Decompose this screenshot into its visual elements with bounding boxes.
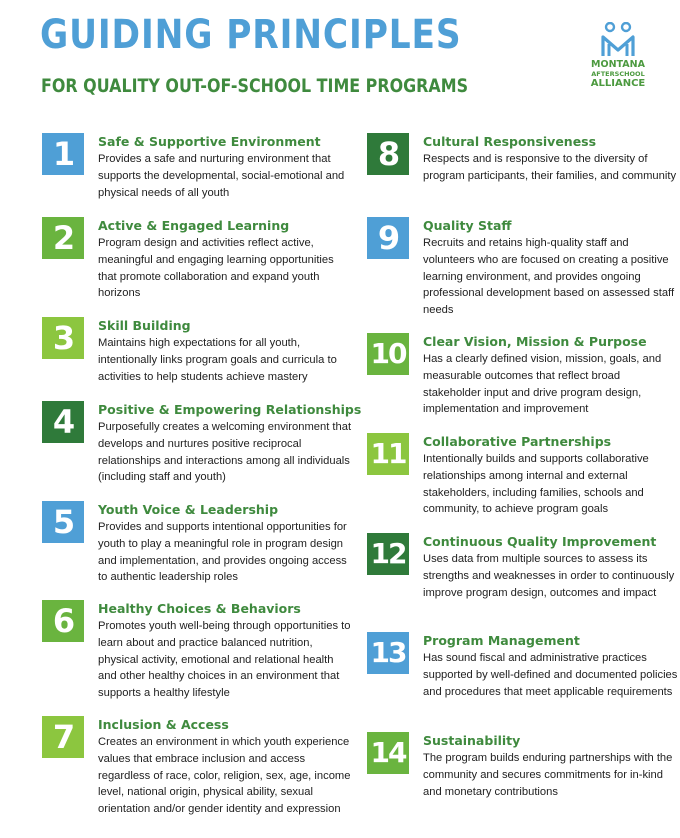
- principle-title: Sustainability: [423, 733, 521, 748]
- principle-description: Has sound fiscal and administrative practices supported by well-defined and documented policies and procedures that meet applicable requirements: [423, 652, 678, 698]
- principle-number-badge: 4: [42, 401, 84, 443]
- principle-number-badge: 1: [42, 133, 84, 175]
- page-title: GUIDING PRINCIPLES: [40, 12, 462, 58]
- montana-afterschool-alliance-logo: [568, 22, 668, 89]
- principle-title: Skill Building: [98, 318, 191, 333]
- principle-title: Positive & Empowering Relationships: [98, 402, 362, 417]
- logo-text-alliance: ALLIANCE: [590, 78, 646, 89]
- principle-title: Inclusion & Access: [98, 717, 229, 732]
- logo-text-afterschool: AFTERSCHOOL: [591, 70, 645, 78]
- principle-title: Healthy Choices & Behaviors: [98, 601, 301, 616]
- principle-description: Uses data from multiple sources to assess its strengths and weaknesses in order to continuously improve program design, outcomes and impact: [423, 553, 675, 599]
- principle-description: Provides and supports intentional opportunities for youth to play a meaningful role in program design and implementation, and provides ongoing access to authentic leadership roles: [98, 521, 347, 584]
- principle-description: Creates an environment in which youth experience values that embrace inclusion and access regardless of race, color, religion, sex, age, income level, national origin, physical ability, sexual orientation and/or gender identity and expression: [98, 736, 351, 816]
- principle-title: Cultural Responsiveness: [423, 134, 597, 149]
- principle-description: Purposefully creates a welcoming environment that develops and nurtures positive reciprocal relationships and interactions among all individuals (including staff and youth): [98, 421, 352, 484]
- principle-title: Program Management: [423, 633, 580, 648]
- principle-number-badge: 14: [367, 732, 409, 774]
- page-subtitle: FOR QUALITY OUT-OF-SCHOOL TIME PROGRAMS: [41, 76, 469, 97]
- principle-title: Youth Voice & Leadership: [98, 502, 279, 517]
- principle-title: Collaborative Partnerships: [423, 434, 612, 449]
- principle-description: Respects and is responsive to the diversity of program participants, their families, and community: [423, 153, 677, 182]
- two-people-logo-icon: [598, 22, 638, 58]
- principle-number-badge: 9: [367, 217, 409, 259]
- logo-text-montana: MONTANA: [591, 59, 645, 70]
- principle-number-badge: 10: [367, 333, 409, 375]
- principle-title: Continuous Quality Improvement: [423, 534, 657, 549]
- principle-number-badge: 11: [367, 433, 409, 475]
- principle-title: Safe & Supportive Environment: [98, 134, 321, 149]
- principle-description: Has a clearly defined vision, mission, goals, and measurable outcomes that reflect broad stakeholder input and drive program design, implementation and improvement: [423, 353, 662, 416]
- principle-number-badge: 2: [42, 217, 84, 259]
- principle-description: Provides a safe and nurturing environment that supports the developmental, social-emotional and physical needs of all youth: [98, 153, 345, 199]
- principle-description: Intentionally builds and supports collaborative relationships among internal and external stakeholders, including families, schools and community, to achieve program goals: [423, 453, 649, 516]
- principle-description: Promotes youth well-being through opportunities to learn about and practice balanced nutrition, physical activity, emotional and relational health and other healthy choices in an environment that supports a healthy lifestyle: [98, 620, 351, 700]
- principle-number-badge: 6: [42, 600, 84, 642]
- principle-title: Active & Engaged Learning: [98, 218, 290, 233]
- principle-title: Quality Staff: [423, 218, 512, 233]
- principle-description: The program builds enduring partnerships with the community and secures commitments for in-kind and monetary contributions: [423, 752, 673, 798]
- principle-number-badge: 3: [42, 317, 84, 359]
- principle-number-badge: 7: [42, 716, 84, 758]
- principle-number-badge: 13: [367, 632, 409, 674]
- principle-number-badge: 8: [367, 133, 409, 175]
- principle-number-badge: 5: [42, 501, 84, 543]
- principle-description: Program design and activities reflect active, meaningful and engaging learning opportunities that promote collaboration and expand youth horizons: [98, 237, 334, 300]
- principle-description: Maintains high expectations for all youth, intentionally links program goals and curricula to activities to help students achieve mastery: [98, 337, 337, 383]
- principle-description: Recruits and retains high-quality staff and volunteers who are focused on creating a positive learning environment, and provides ongoing professional development based on assessed staff needs: [423, 237, 675, 317]
- principle-number-badge: 12: [367, 533, 409, 575]
- principle-title: Clear Vision, Mission & Purpose: [423, 334, 647, 349]
